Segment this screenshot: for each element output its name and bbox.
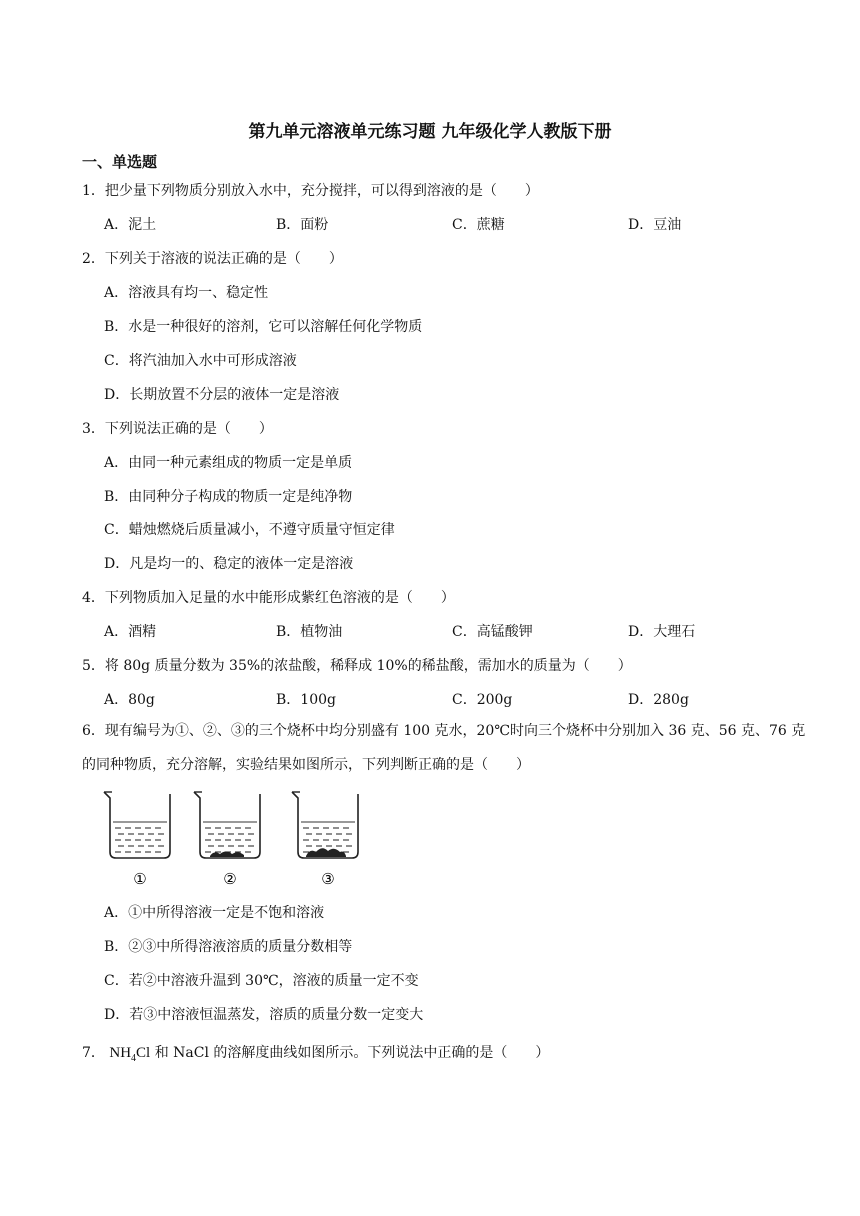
question-3-option-a[interactable]: A．由同一种元素组成的物质一定是单质 [104,455,353,471]
question-2-option-d[interactable]: D．长期放置不分层的液体一定是溶液 [104,387,340,403]
question-2-option-c[interactable]: C．将汽油加入水中可形成溶液 [104,353,297,369]
question-5-option-b[interactable]: B．100g [276,692,336,708]
question-5-option-a[interactable]: A．80g [104,692,155,708]
beaker-1 [104,792,170,858]
question-5-option-c[interactable]: C．200g [452,692,513,708]
beakers-figure [100,790,370,890]
beaker-label-2: ② [223,870,237,888]
question-3-stem: 3．下列说法正确的是（ ） [82,421,273,437]
question-6-option-d[interactable]: D．若③中溶液恒温蒸发，溶质的质量分数一定变大 [104,1007,424,1023]
question-3-option-c[interactable]: C．蜡烛燃烧后质量减小，不遵守质量守恒定律 [104,522,395,538]
question-2-option-a[interactable]: A．溶液具有均一、稳定性 [104,285,269,301]
undissolved-solid-3 [306,848,346,857]
question-6-stem: 6．现有编号为①、②、③的三个烧杯中均分别盛有 100 克水，20℃时向三个烧杯中分别加入 36 克、56 克、76 克的同种物质，充分溶解，实验结果如图所示，下列判断正确的是（ ） [82,723,806,773]
question-6-option-a[interactable]: A．①中所得溶液一定是不饱和溶液 [104,905,325,921]
formula-subscript: 4 [131,1053,137,1064]
question-7-number: 7． [82,1045,105,1061]
question-6-option-c[interactable]: C．若②中溶液升温到 30℃，溶液的质量一定不变 [104,973,419,989]
question-1-option-b[interactable]: B．面粉 [276,217,329,233]
question-1-option-a[interactable]: A．泥土 [104,217,157,233]
section-heading: 一、单选题 [82,153,158,171]
question-1-option-c[interactable]: C．蔗糖 [452,217,505,233]
question-5-stem: 5．将 80g 质量分数为 35%的浓盐酸，稀释成 10%的稀盐酸，需加水的质量为（ ） [82,658,632,674]
formula-nh: NH [109,1045,132,1061]
formula-cl: Cl [136,1045,151,1061]
question-7-stem [82,1042,549,1064]
beaker-label-1: ① [133,870,147,888]
question-4-option-c[interactable]: C．高锰酸钾 [452,624,533,640]
question-1-stem: 1．把少量下列物质分别放入水中，充分搅拌，可以得到溶液的是（ ） [82,183,539,199]
question-4-option-b[interactable]: B．植物油 [276,624,343,640]
question-3-option-b[interactable]: B．由同种分子构成的物质一定是纯净物 [104,489,353,505]
question-4-option-a[interactable]: A．酒精 [104,624,157,640]
question-4-stem: 4．下列物质加入足量的水中能形成紫红色溶液的是（ ） [82,590,455,606]
beaker-3 [292,792,358,858]
document-title: 第九单元溶液单元练习题 九年级化学人教版下册 [248,122,612,142]
question-7-text: 和 NaCl 的溶解度曲线如图所示。下列说法中正确的是（ ） [154,1045,550,1061]
question-4-option-d[interactable]: D．大理石 [628,624,696,640]
nh4cl-formula [109,1045,151,1064]
question-6-option-b[interactable]: B．②③中所得溶液溶质的质量分数相等 [104,939,353,955]
question-1-option-d[interactable]: D．豆油 [628,217,682,233]
question-3-option-d[interactable]: D．凡是均一的、稳定的液体一定是溶液 [104,556,354,572]
question-2-stem: 2．下列关于溶液的说法正确的是（ ） [82,251,343,267]
beaker-2 [194,792,260,858]
question-2-option-b[interactable]: B．水是一种很好的溶剂，它可以溶解任何化学物质 [104,319,423,335]
beaker-label-3: ③ [321,870,335,888]
question-5-option-d[interactable]: D．280g [628,692,689,708]
